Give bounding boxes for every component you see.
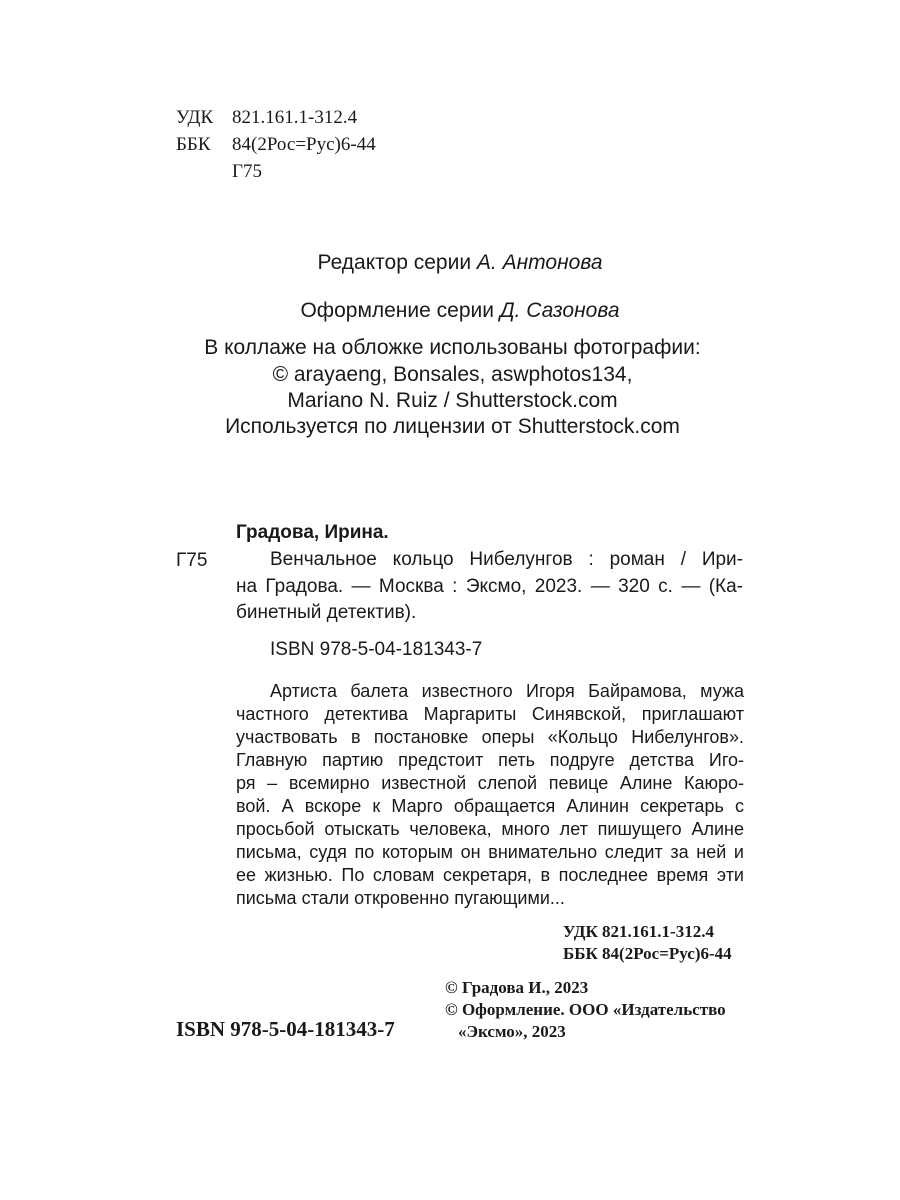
series-editor-name: А. Антонова [476,251,603,274]
udk-bottom: УДК 821.161.1-312.4 [563,922,714,941]
bib-line: на Градова. — Москва : Эксмо, 2023. — 320 с. — (Ка- [236,576,743,597]
catalog-author-heading: Градова, Ирина. [236,522,389,543]
copyright-author: © Градова И., 2023 [445,978,589,997]
annotation-line: ее жизнью. По словам секретаря, в последнее время эти [236,865,744,885]
annotation-line: участвовать в постановке оперы «Кольцо Нибелунгов». [236,727,744,747]
udk-label: УДК [176,107,214,128]
udk-value: 821.161.1-312.4 [232,107,358,128]
bbk-label: ББК [176,134,211,155]
photo-credit-line: Mariano N. Ruiz / Shutterstock.com [287,389,618,412]
photo-credit-line: Используется по лицензии от Shutterstock.com [225,415,680,438]
bbk-bottom: ББК 84(2Рос=Рус)6-44 [563,944,732,963]
copyright-design: © Оформление. ООО «Издательство [445,1000,726,1019]
catalog-isbn: ISBN 978-5-04-181343-7 [270,639,483,660]
annotation-line: просьбой отыскать человека, много лет пишущего Алине [236,819,744,839]
bbk-value: 84(2Рос=Рус)6-44 [232,134,376,155]
annotation-line: вой. А вскоре к Марго обращается Алинин секретарь с [236,796,744,816]
isbn-bottom: ISBN 978-5-04-181343-7 [176,1017,395,1041]
bib-line: бинетный детектив). [236,602,417,623]
annotation-line: Главную партию предстоит петь подруге детства Иго- [236,750,744,770]
series-design [0,297,900,324]
catalog-author-mark: Г75 [176,550,208,571]
bib-line: Венчальное кольцо Нибелунгов : роман / Ири- [270,549,743,570]
annotation-line: ря – всемирно известной слепой певице Алине Каюро- [236,773,744,793]
annotation-line: Артиста балета известного Игоря Байрамова, мужа [270,681,744,701]
series-design-name: Д. Сазонова [499,299,620,322]
copyright-publisher: «Эксмо», 2023 [458,1022,566,1041]
annotation-line: частного детектива Маргариты Синявской, приглашают [236,704,744,724]
series-editor [0,249,900,276]
author-mark-top: Г75 [232,161,262,182]
annotation-line: письма стали откровенно пугающими... [236,888,565,908]
photo-credit-line: © arayaeng, Bonsales, aswphotos134, [272,363,633,386]
photo-credit-line: В коллаже на обложке использованы фотографии: [204,336,701,359]
series-design-prefix: Оформление серии [300,299,494,322]
series-editor-prefix: Редактор серии [317,251,472,274]
annotation-line: письма, судя по которым он внимательно следит за ней и [236,842,744,862]
